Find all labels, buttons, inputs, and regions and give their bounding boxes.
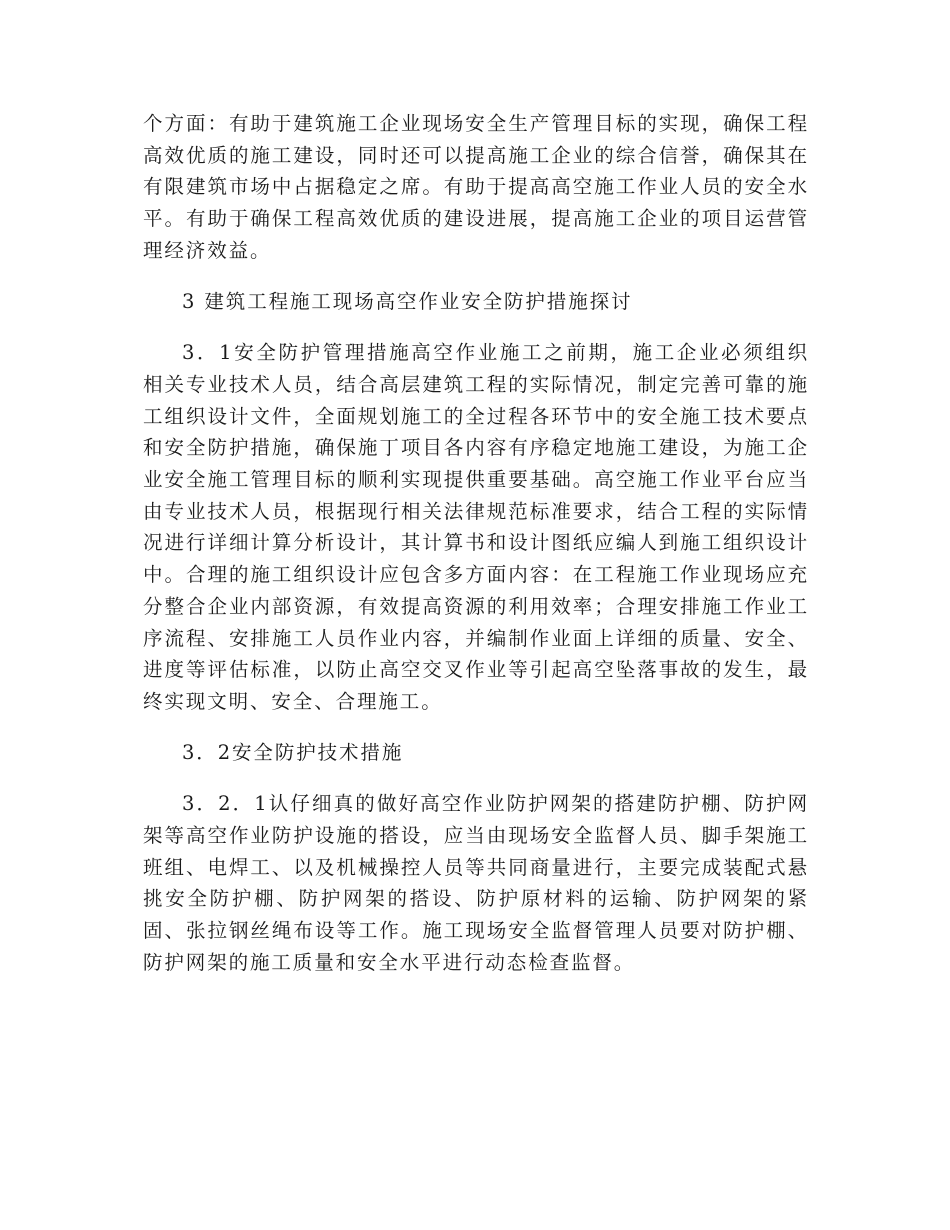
document-page	[143, 108, 809, 979]
paragraph-3-1: 3．1安全防护管理措施高空作业施工之前期，施工企业必须组织相关专业技术人员，结合高层建筑工程的实际情况，制定完善可靠的施工组织设计文件，全面规划施工的全过程各环节中的安全施工技术要点和安全防护措施，确保施丁项目各内容有序稳定地施工建设，为施工企业安全施工管理目标的顺利实现提供重要基础。高空施工作业平台应当由专业技术人员，根据现行相关法律规范标准要求，结合工程的实际情况进行详细计算分析设计，其计算书和设计图纸应编人到施工组织设计中。合理的施工组织设计应包含多方面内容：在工程施工作业现场应充分整合企业内部资源，有效提高资源的利用效率；合理安排施工作业工序流程、安排施工人员作业内容，并编制作业面上详细的质量、安全、进度等评估标准，以防止高空交叉作业等引起高空坠落事故的发生，最终实现文明、安全、合理施工。	[143, 341, 809, 713]
paragraph-intro-continuation: 个方面：有助于建筑施工企业现场安全生产管理目标的实现，确保工程高效优质的施工建设，同时还可以提高施工企业的综合信誉，确保其在有限建筑市场中占据稳定之席。有助于提高高空施工作业人员的安全水平。有助于确保工程高效优质的建设进展，提高施工企业的项目运营管理经济效益。	[143, 112, 809, 262]
paragraph-3-2-1: 3．2．1认仔细真的做好高空作业防护网架的搭建防护棚、防护网架等高空作业防护设施的搭设，应当由现场安全监督人员、脚手架施工班组、电焊工、以及机械操控人员等共同商量进行，主要完成装配式悬挑安全防护棚、防护网架的搭设、防护原材料的运输、防护网架的紧固、张拉钢丝绳布设等工作。施工现场安全监督管理人员要对防护棚、防护网架的施工质量和安全水平进行动态检查监督。	[143, 792, 809, 974]
section-heading-3: 3 建筑工程施工现场高空作业安全防护措施探讨	[182, 290, 633, 314]
subsection-heading-3-2: 3．2安全防护技术措施	[182, 741, 404, 765]
